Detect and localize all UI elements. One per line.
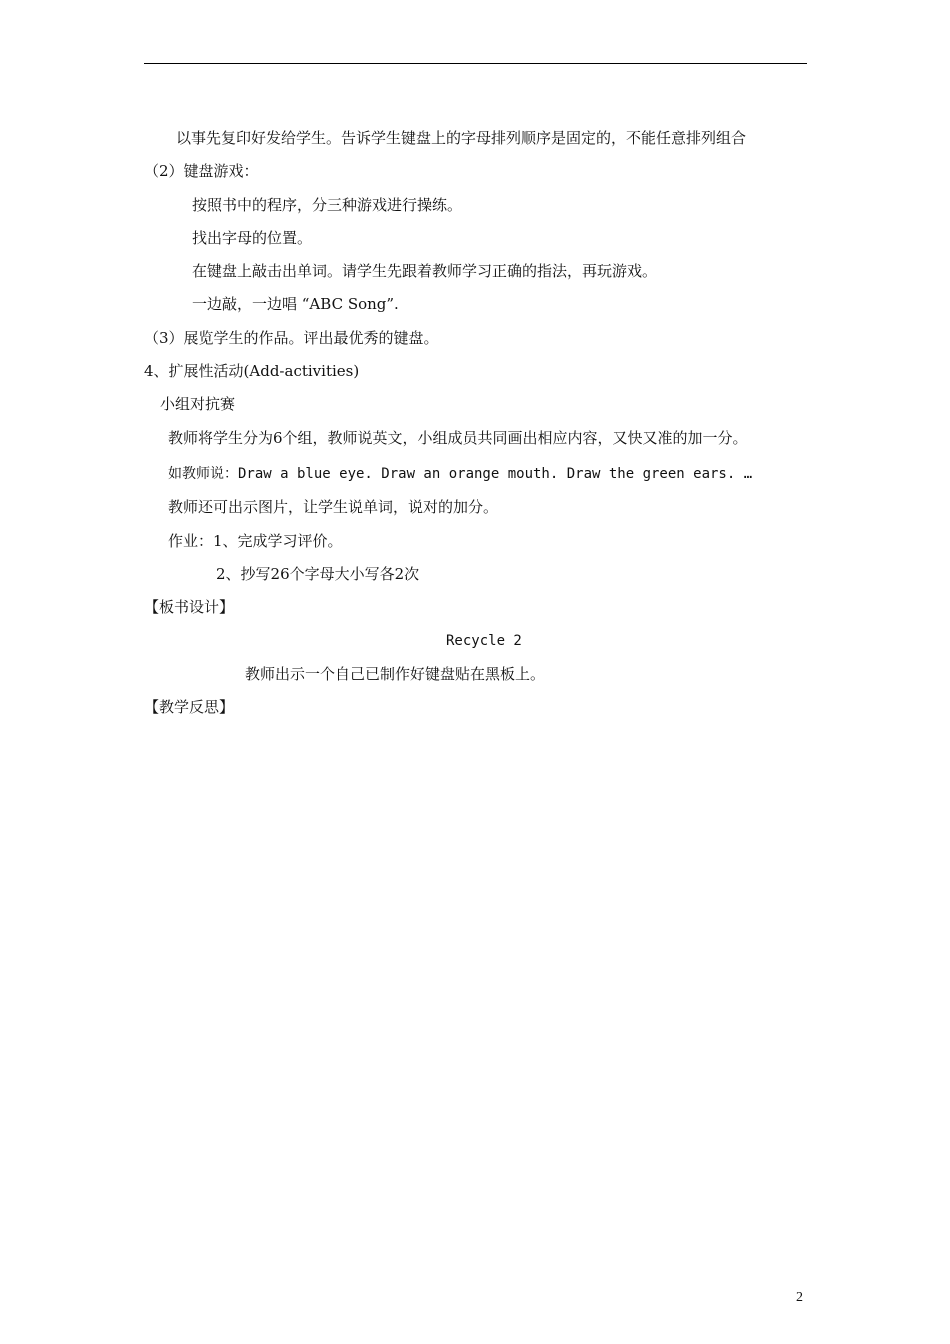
paragraph-line: 找出字母的位置。 — [192, 229, 313, 247]
section-heading: 【教学反思】 — [144, 698, 235, 716]
paragraph-line: （3）展览学生的作品。评出最优秀的键盘。 — [144, 329, 439, 347]
homework-line: 2、抄写26个字母大小写各2次 — [216, 565, 420, 583]
paragraph-line: 教师还可出示图片，让学生说单词，说对的加分。 — [168, 498, 499, 516]
paragraph-line: 一边敲，一边唱 “ABC Song”. — [192, 295, 399, 313]
homework-line: 作业：1、完成学习评价。 — [168, 532, 343, 550]
board-title: Recycle 2 — [446, 633, 522, 649]
paragraph-line: 教师将学生分为6个组，教师说英文，小组成员共同画出相应内容，又快又准的加一分。 — [168, 429, 748, 447]
section-heading: 【板书设计】 — [144, 598, 235, 616]
paragraph-line: （2）键盘游戏： — [144, 162, 259, 180]
paragraph-line: 教师出示一个自己已制作好键盘贴在黑板上。 — [245, 665, 546, 683]
section-heading: 4、扩展性活动(Add-activities) — [144, 362, 360, 380]
header-rule — [144, 63, 807, 64]
paragraph-line: 以事先复印好发给学生。告诉学生键盘上的字母排列顺序是固定的，不能任意排列组合 — [176, 129, 747, 147]
paragraph-line: 小组对抗赛 — [160, 395, 236, 413]
paragraph-line: 按照书中的程序，分三种游戏进行操练。 — [192, 196, 463, 214]
page-number: 2 — [796, 1290, 803, 1305]
paragraph-line: 在键盘上敲击出单词。请学生先跟着教师学习正确的指法，再玩游戏。 — [192, 262, 658, 280]
paragraph-line: 如教师说：Draw a blue eye. Draw an orange mouth. Draw the green ears. … — [168, 466, 753, 482]
